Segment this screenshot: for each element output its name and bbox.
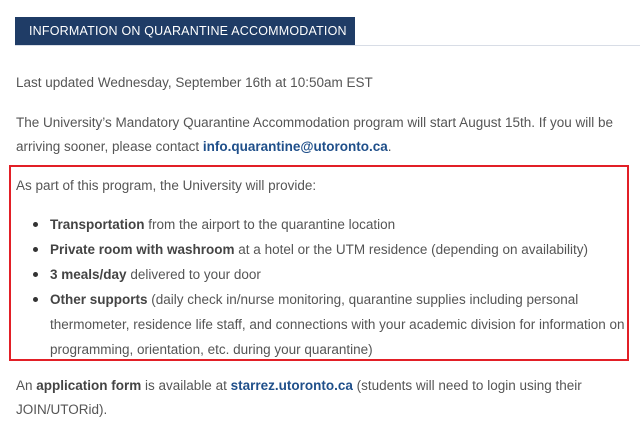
application-text: An <box>16 378 37 393</box>
list-item-title: Transportation <box>50 217 145 232</box>
last-updated-text: Last updated Wednesday, September 16th at 10:50am EST <box>16 75 373 90</box>
list-item-title: 3 meals/day <box>50 267 127 282</box>
bullet-icon <box>33 247 38 252</box>
list-item <box>50 262 640 287</box>
application-form-label: application form <box>36 378 142 393</box>
bullet-icon <box>33 272 38 277</box>
application-text-mid: is available at <box>141 378 231 393</box>
intro-text-end: . <box>387 139 392 154</box>
list-item-title: Private room with washroom <box>50 242 235 257</box>
list-item-text: (daily check in/nurse monitoring, quarantine supplies including personal thermometer, residence life staff, and connections with your academic division for information on programming, orientation, etc. during your quarantine) <box>50 292 625 357</box>
list-item-text: from the airport to the quarantine location <box>144 217 396 232</box>
list-item-text: at a hotel or the UTM residence (depending on availability) <box>234 242 588 257</box>
application-text-end: (students will need to login using their JOIN/UTORid). <box>16 378 582 417</box>
starrez-link[interactable]: starrez.utoronto.ca <box>230 378 353 393</box>
provides-list <box>16 212 640 362</box>
bullet-icon <box>33 222 38 227</box>
list-item-title: Other supports <box>50 292 148 307</box>
list-item-text: delivered to your door <box>126 267 261 282</box>
list-item <box>50 212 640 237</box>
provides-lead: As part of this program, the University will provide: <box>16 178 317 193</box>
section-header <box>15 17 640 46</box>
intro-paragraph <box>16 111 616 159</box>
list-item <box>50 287 640 362</box>
application-paragraph <box>16 374 616 422</box>
section-title: INFORMATION ON QUARANTINE ACCOMMODATION <box>15 17 355 45</box>
intro-text: The University’s Mandatory Quarantine Accommodation program will start August 15th. If you will be arriving sooner, please contact <box>16 115 614 154</box>
bullet-icon <box>33 297 38 302</box>
list-item <box>50 237 640 262</box>
quarantine-email-link[interactable]: info.quarantine@utoronto.ca <box>202 139 388 154</box>
